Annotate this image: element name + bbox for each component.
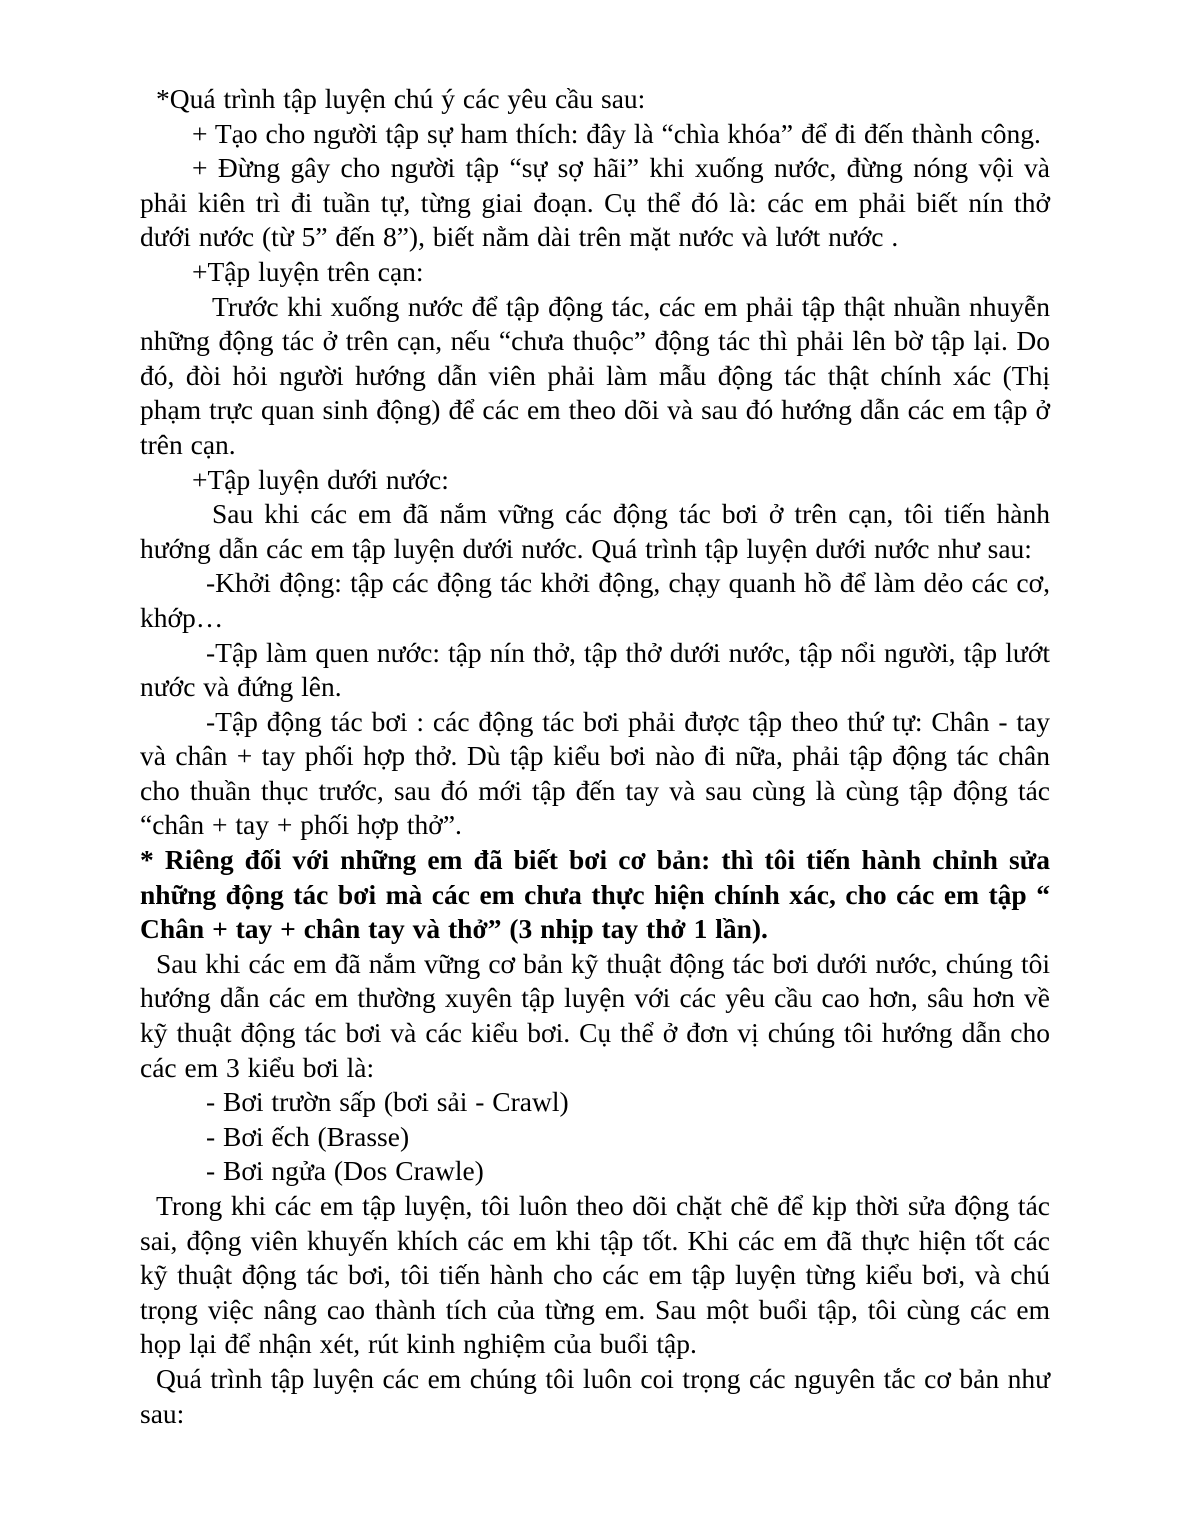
paragraph-already-know-swimming: * Riêng đối với những em đã biết bơi cơ bản: thì tôi tiến hành chỉnh sửa những động tác bơi mà các em chưa thực hiện chính xác, cho các em tập “ Chân + tay + chân tay và thở” (3 nhịp tay thở 1 lần). (140, 844, 1050, 945)
paragraph-advanced-training-intro: Sau khi các em đã nắm vững cơ bản kỹ thuật động tác bơi dưới nước, chúng tôi hướng dẫn các em thường xuyên tập luyện với các yêu cầu cao hơn, sâu hơn về kỹ thuật động tác bơi và các kiểu bơi. Cụ thể ở đơn vị chúng tôi hướng dẫn cho các em 3 kiểu bơi là: (140, 947, 1050, 1083)
list-item-breast-stroke: - Bơi ếch (Brasse) (206, 1120, 410, 1152)
paragraph-basic-principles-intro: Quá trình tập luyện các em chúng tôi luôn coi trọng các nguyên tắc cơ bản như sau: (140, 1362, 1050, 1429)
paragraph-in-water-heading: +Tập luyện dưới nước: (192, 463, 449, 495)
paragraph-avoid-fear: + Đừng gây cho người tập “sự sợ hãi” khi xuống nước, đừng nóng vội và phải kiên trì đi tuần tự, từng giai đoạn. Cụ thể đó là: các em phải biết nín thở dưới nước (từ 5” đến 8”), biết nằm dài trên mặt nước và lướt nước . (140, 152, 1050, 253)
paragraph-water-familiarization: -Tập làm quen nước: tập nín thở, tập thở dưới nước, tập nổi người, tập lướt nước và đứng lên. (140, 636, 1050, 703)
paragraph-in-water-intro: Sau khi các em đã nắm vững các động tác bơi ở trên cạn, tôi tiến hành hướng dẫn các em tập luyện dưới nước. Quá trình tập luyện dưới nước như sau: (140, 498, 1050, 564)
list-item-crawl-stroke: - Bơi trườn sấp (bơi sải - Crawl) (206, 1086, 569, 1118)
paragraph-swim-movements: -Tập động tác bơi : các động tác bơi phải được tập theo thứ tự: Chân - tay và chân + tay phối hợp thở. Dù tập kiểu bơi nào đi nữa, phải tập động tác chân cho thuần thục trước, sau đó mới tập đến tay và sau cùng là cùng tập động tác “chân + tay + phối hợp thở”. (140, 705, 1050, 841)
list-item-back-stroke: - Bơi ngửa (Dos Crawle) (206, 1155, 484, 1187)
paragraph-warmup: -Khởi động: tập các động tác khởi động, chạy quanh hồ để làm dẻo các cơ, khớp… (140, 567, 1050, 633)
paragraph-training-requirements-heading: *Quá trình tập luyện chú ý các yêu cầu sau: (156, 83, 646, 114)
paragraph-on-land-detail: Trước khi xuống nước để tập động tác, các em phải tập thật nhuần nhuyễn những động tác ở trên cạn, nếu “chưa thuộc” động tác thì phải lên bờ tập lại. Do đó, đòi hỏi người hướng dẫn viên phải làm mẫu động tác thật chính xác (Thị phạm trực quan sinh động) để các em theo dõi và sau đó hướng dẫn các em tập ở trên cạn. (140, 290, 1050, 460)
paragraph-on-land-heading: +Tập luyện trên cạn: (192, 255, 424, 287)
paragraph-create-interest: + Tạo cho người tập sự ham thích: đây là “chìa khóa” để đi đến thành công. (192, 117, 1041, 149)
paragraph-monitoring-feedback: Trong khi các em tập luyện, tôi luôn theo dõi chặt chẽ để kịp thời sửa động tác sai, động viên khuyến khích các em khi tập tốt. Khi các em đã thực hiện tốt các kỹ thuật động tác bơi, tôi tiến hành cho các em tập luyện từng kiểu bơi, và chú trọng việc nâng cao thành tích của từng em. Sau một buổi tập, tôi cùng các em họp lại để nhận xét, rút kinh nghiệm của buổi tập. (140, 1190, 1050, 1360)
document-body (140, 82, 1050, 1431)
